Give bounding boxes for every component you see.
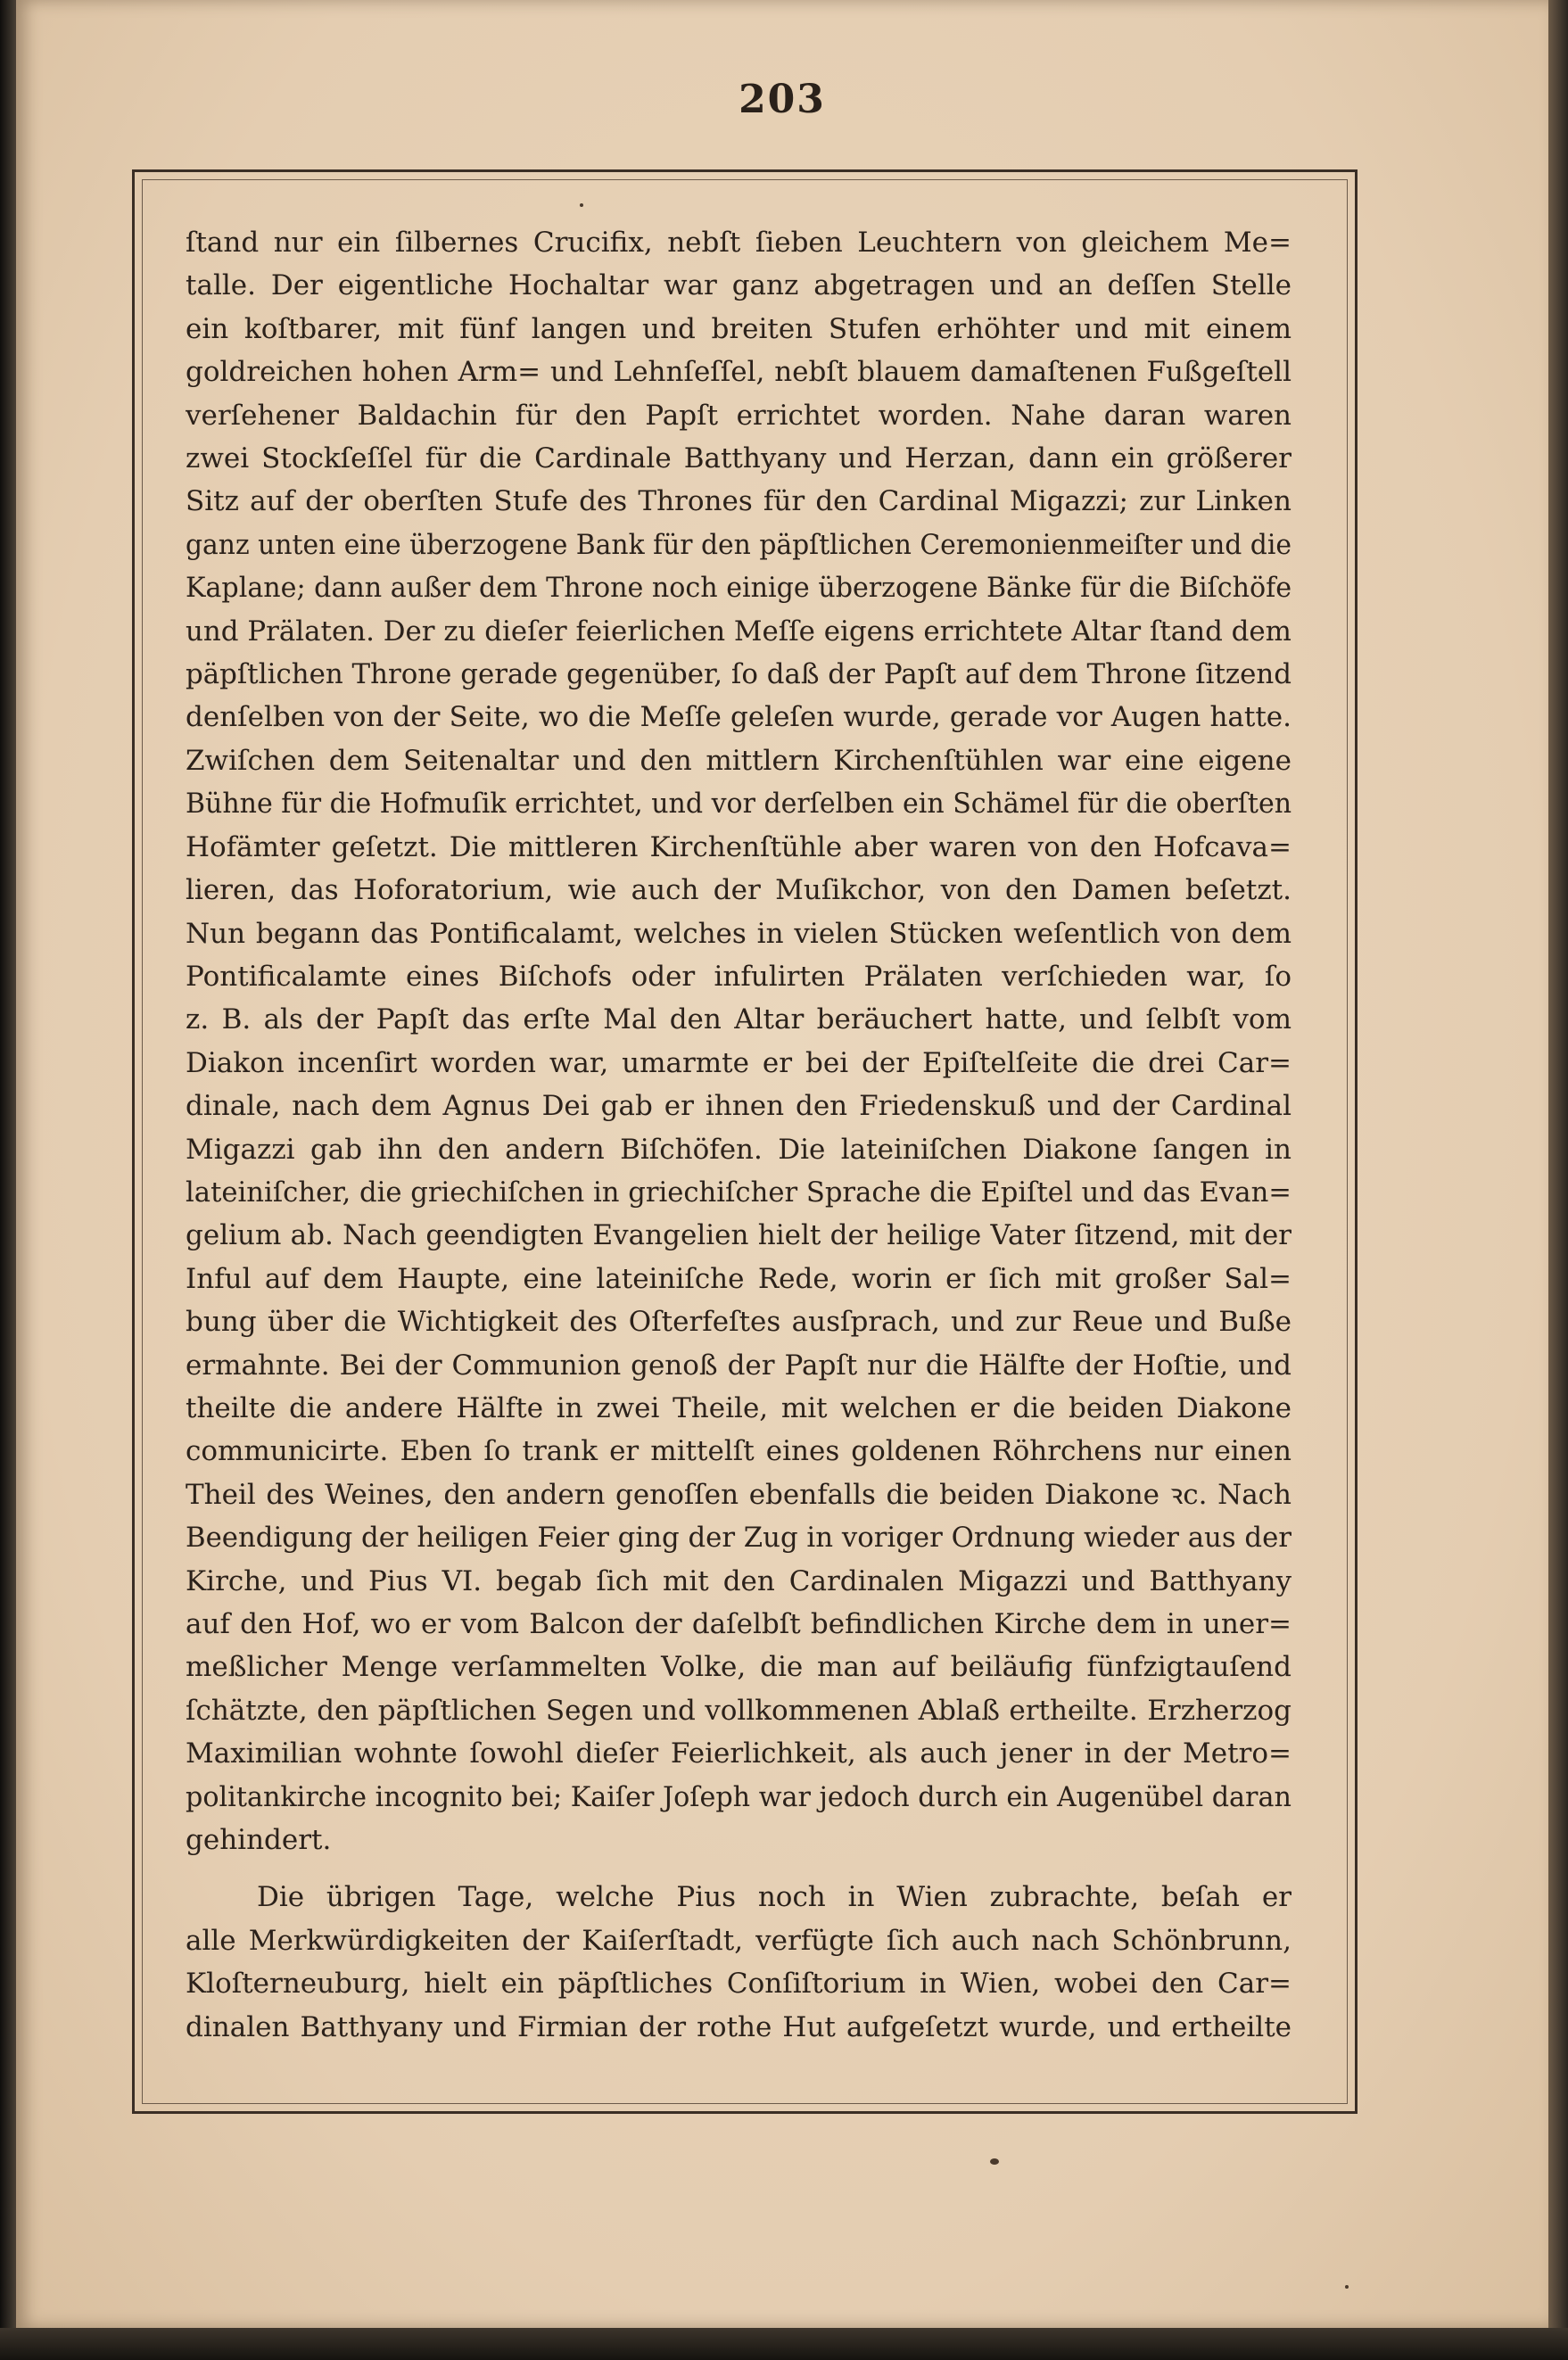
text-line: Migazzi gab ihn den andern Biſchöfen. Die lateiniſchen Diakone ſangen in [186, 1133, 1292, 1166]
paragraph-2 [186, 1876, 1292, 2049]
text-line: Inful auf dem Haupte, eine lateiniſche Rede, worin er ſich mit großer Sal= [186, 1262, 1292, 1295]
body-text [186, 221, 1292, 2049]
text-line: communicirte. Eben ſo trank er mittelſt eines goldenen Röhrchens nur einen [186, 1435, 1292, 1468]
text-line: päpſtlichen Throne gerade gegenüber, ſo daß der Papſt auf dem Throne ſitzend [186, 658, 1292, 691]
ink-speck [1345, 2285, 1349, 2289]
text-line: talle. Der eigentliche Hochaltar war ganz abgetragen und an deſſen Stelle [186, 269, 1292, 302]
text-line: Diakon incenſirt worden war, umarmte er bei der Epiſtelſeite die drei Car= [186, 1046, 1292, 1079]
text-line: gelium ab. Nach geendigten Evangelien hielt der heilige Vater ſitzend, mit der [186, 1219, 1292, 1252]
text-line: dinale, nach dem Agnus Dei gab er ihnen den Friedenskuß und der Cardinal [186, 1090, 1292, 1123]
page-number: 203 [739, 77, 826, 122]
text-line: lateiniſcher, die griechiſchen in griechiſcher Sprache die Epiſtel und das Evan= [186, 1176, 1292, 1209]
text-line: zwei Stockſeſſel für die Cardinale Batthyany und Herzan, dann ein größerer [186, 442, 1292, 475]
text-line: Nun begann das Pontificalamt, welches in vielen Stücken weſentlich von dem [186, 917, 1292, 950]
text-line: alle Merkwürdigkeiten der Kaiſerſtadt, verfügte ſich auch nach Schönbrunn, [186, 1924, 1292, 1957]
text-line: verſehener Baldachin für den Papſt errichtet worden. Nahe daran waren [186, 399, 1292, 432]
text-line: Sitz auf der oberſten Stufe des Thrones für den Cardinal Migazzi; zur Linken [186, 485, 1292, 518]
text-line: Kirche, und Pius VI. begab ſich mit den Cardinalen Migazzi und Batthyany [186, 1564, 1292, 1597]
text-line: meßlicher Menge verſammelten Volke, die man auf beiläufig fünfzigtauſend [186, 1651, 1292, 1684]
text-line: lieren, das Hoforatorium, wie auch der Muſikchor, von den Damen beſetzt. [186, 874, 1292, 907]
text-line: Hofämter geſetzt. Die mittleren Kirchenſtühle aber waren von den Hofcava= [186, 830, 1292, 863]
text-line: Kaplane; dann außer dem Throne noch einige überzogene Bänke für die Biſchöfe [186, 572, 1292, 605]
text-line: bung über die Wichtigkeit des Oſterfeſtes ausſprach, und zur Reue und Buße [186, 1306, 1292, 1339]
text-line: Bühne für die Hofmuſik errichtet, und vor derſelben ein Schämel für die oberſten [186, 788, 1292, 821]
text-line: ermahnte. Bei der Communion genoß der Papſt nur die Hälfte der Hoſtie, und [186, 1349, 1292, 1382]
text-line: Theil des Weines, den andern genoſſen ebenfalls die beiden Diakone ꝛc. Nach [186, 1478, 1292, 1511]
text-line: auf den Hof, wo er vom Balcon der daſelbſt befindlichen Kirche dem in uner= [186, 1608, 1292, 1640]
text-line: goldreichen hohen Arm= und Lehnſeſſel, nebſt blauem damaſtenen Fußgeſtell [186, 356, 1292, 389]
text-line: und Prälaten. Der zu dieſer feierlichen Meſſe eigens errichtete Altar ſtand dem [186, 615, 1292, 648]
text-line: z. B. als der Papſt das erſte Mal den Altar beräuchert hatte, und ſelbſt vom [186, 1003, 1292, 1036]
text-line: Zwiſchen dem Seitenaltar und den mittlern Kirchenſtühlen war eine eigene [186, 744, 1292, 777]
text-line: Beendigung der heiligen Feier ging der Zug in voriger Ordnung wieder aus der [186, 1522, 1292, 1555]
paragraph-1 [186, 221, 1292, 1861]
text-line: denſelben von der Seite, wo die Meſſe geleſen wurde, gerade vor Augen hatte. [186, 701, 1292, 734]
text-line: ſtand nur ein ſilbernes Crucifix, nebſt ſieben Leuchtern von gleichem Me= [186, 227, 1292, 259]
text-line: dinalen Batthyany und Firmian der rothe Hut aufgeſetzt wurde, und ertheilte [186, 2010, 1292, 2043]
page-right-edge [1548, 0, 1568, 2360]
text-line: politankirche incognito bei; Kaiſer Joſeph war jedoch durch ein Augenübel daran [186, 1780, 1292, 1813]
paragraph-gap [186, 1861, 1292, 1876]
text-line: Pontificalamte eines Biſchofs oder infulirten Prälaten verſchieden war, ſo [186, 960, 1292, 993]
text-line: Maximilian wohnte ſowohl dieſer Feierlichkeit, als auch jener in der Metro= [186, 1737, 1292, 1770]
text-line: ein koſtbarer, mit fünf langen und breiten Stufen erhöhter und mit einem [186, 312, 1292, 345]
page-bottom-edge [0, 2328, 1568, 2360]
text-line: theilte die andere Hälfte in zwei Theile, mit welchen er die beiden Diakone [186, 1391, 1292, 1424]
text-line: Die übrigen Tage, welche Pius noch in Wien zubrachte, beſah er [257, 1881, 1292, 1914]
text-line: ſchätzte, den päpſtlichen Segen und vollkommenen Ablaß ertheilte. Erzherzog [186, 1694, 1292, 1727]
text-line: Kloſterneuburg, hielt ein päpſtliches Conſiſtorium in Wien, wobei den Car= [186, 1968, 1292, 2001]
text-line: gehindert. [186, 1824, 332, 1857]
ink-speck [580, 203, 583, 207]
ink-speck [990, 2158, 999, 2165]
text-line: ganz unten eine überzogene Bank für den päpſtlichen Ceremonienmeiſter und die [186, 528, 1292, 561]
